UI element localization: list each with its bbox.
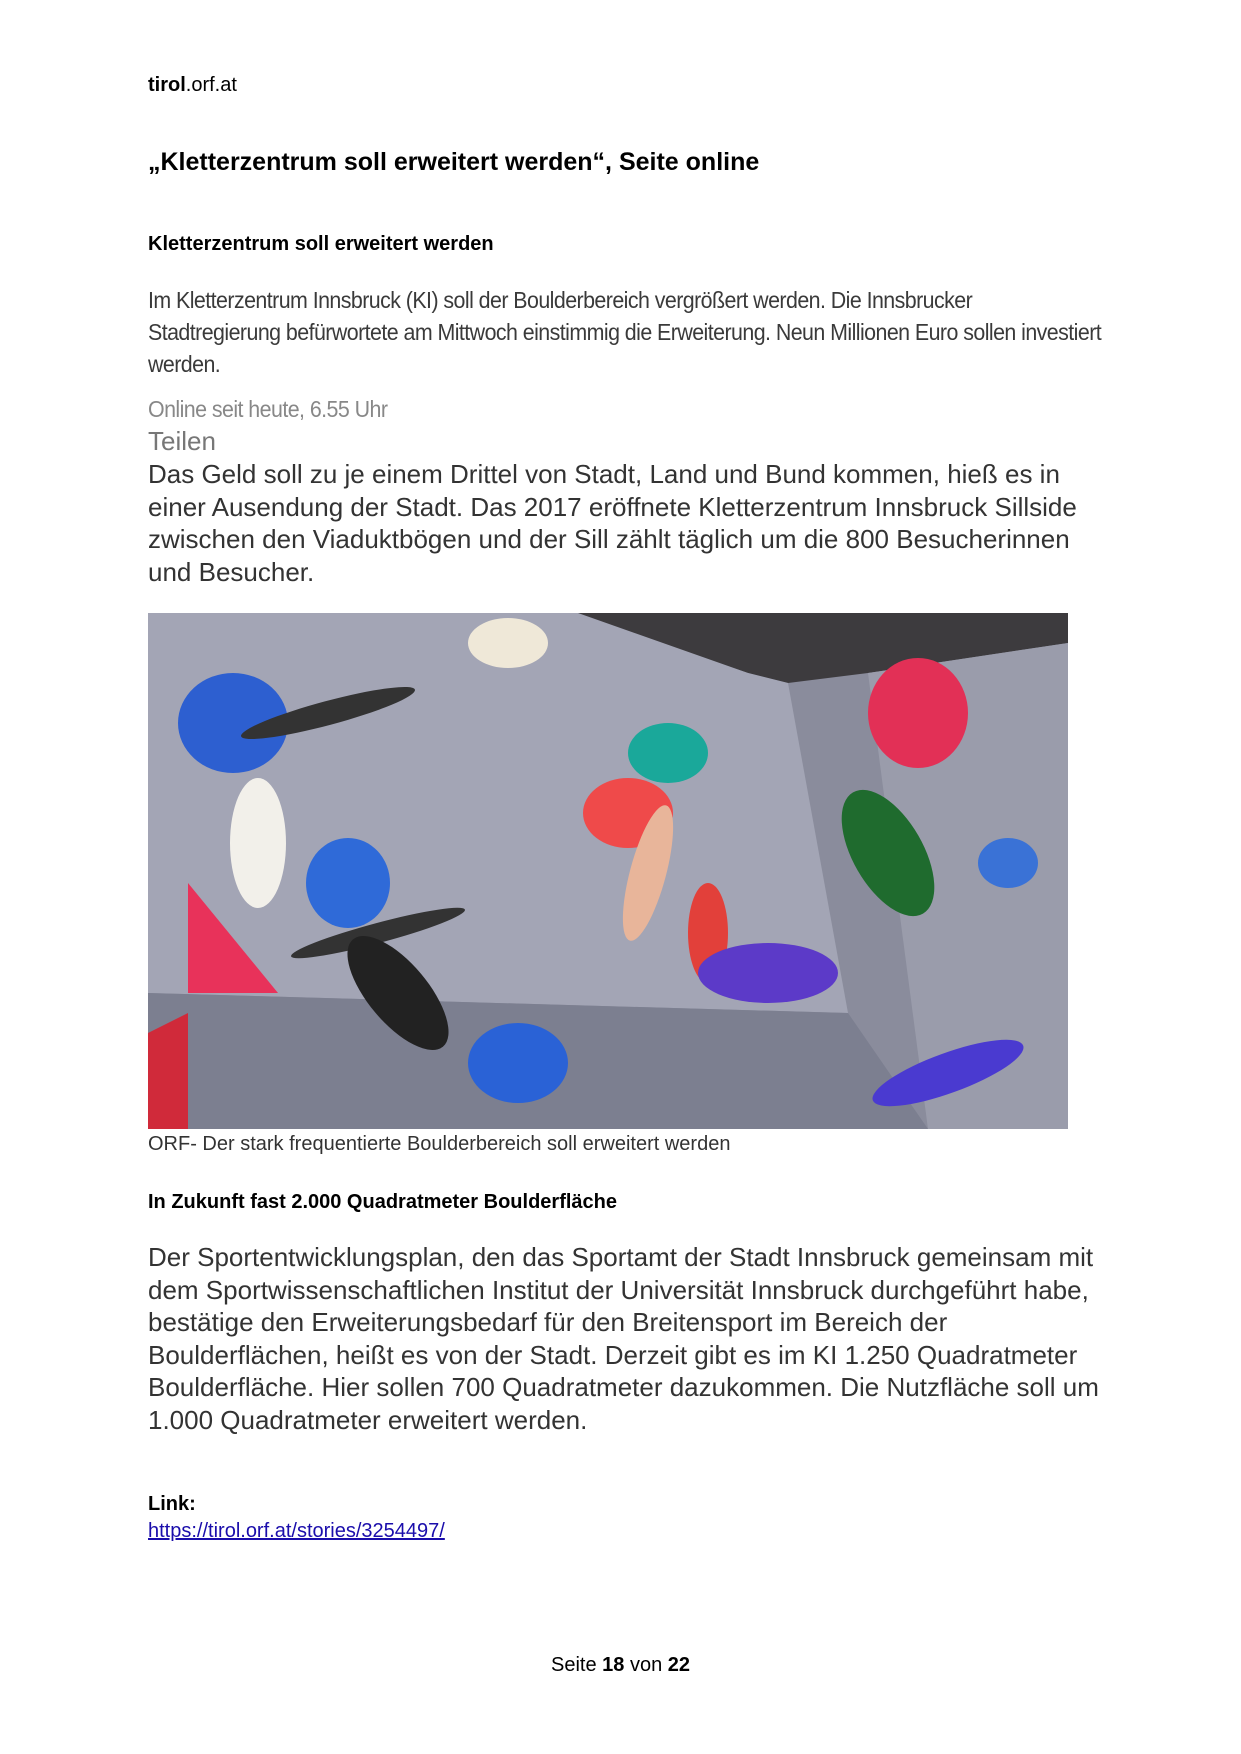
page-total: 22: [667, 1654, 691, 1676]
site-name: [148, 74, 237, 97]
site-name-domain: .orf.at: [185, 74, 237, 96]
page-number: 18: [602, 1654, 625, 1676]
share-button[interactable]: Teilen: [148, 426, 216, 456]
section-heading: In Zukunft fast 2.000 Quadratmeter Boulderfläche: [148, 1191, 617, 1213]
site-name-bold: tirol: [148, 74, 186, 96]
article-paragraph-2: Der Sportentwicklungsplan, den das Sportamt der Stadt Innsbruck gemeinsam mit dem Sportwissenschaftlichen Institut der Universität Innsbruck durchgeführt habe, bestätige den Erweiterungsbedarf für den Breitensport im Bereich der Boulderflächen, heißt es von der Stadt. Derzeit gibt es im KI 1.250 Quadratmeter Boulderfläche. Hier sollen 700 Quadratmeter dazukommen. Die Nutzfläche soll um 1.000 Quadratmeter erweitert werden.: [148, 1242, 1099, 1435]
page-title: „Kletterzentrum soll erweitert werden“, Seite online: [148, 148, 760, 176]
article-link[interactable]: https://tirol.orf.at/stories/3254497/: [148, 1520, 445, 1542]
page-footer: [0, 1654, 1241, 1677]
article-paragraph-1: Das Geld soll zu je einem Drittel von Stadt, Land und Bund kommen, hieß es in einer Ausendung der Stadt. Das 2017 eröffnete Kletterzentrum Innsbruck Sillside zwischen den Viaduktbögen und der Sill zählt täglich um die 800 Besucherinnen und Besucher.: [148, 459, 1077, 587]
footer-of: von: [629, 1654, 663, 1676]
online-timestamp: Online seit heute, 6.55 Uhr: [148, 396, 388, 422]
article-heading: Kletterzentrum soll erweitert werden: [148, 233, 494, 255]
image-caption: ORF- Der stark frequentierte Boulderbereich soll erweitert werden: [148, 1133, 731, 1155]
article-lead: Im Kletterzentrum Innsbruck (KI) soll der Boulderbereich vergrößert werden. Die Innsbrucker Stadtregierung befürwortete am Mittwoch einstimmig die Erweiterung. Neun Millionen Euro sollen investiert werden.: [148, 287, 1102, 377]
footer-prefix: Seite: [550, 1654, 597, 1676]
link-label: Link:: [148, 1493, 196, 1515]
climbing-wall-photo: [148, 613, 1068, 1129]
